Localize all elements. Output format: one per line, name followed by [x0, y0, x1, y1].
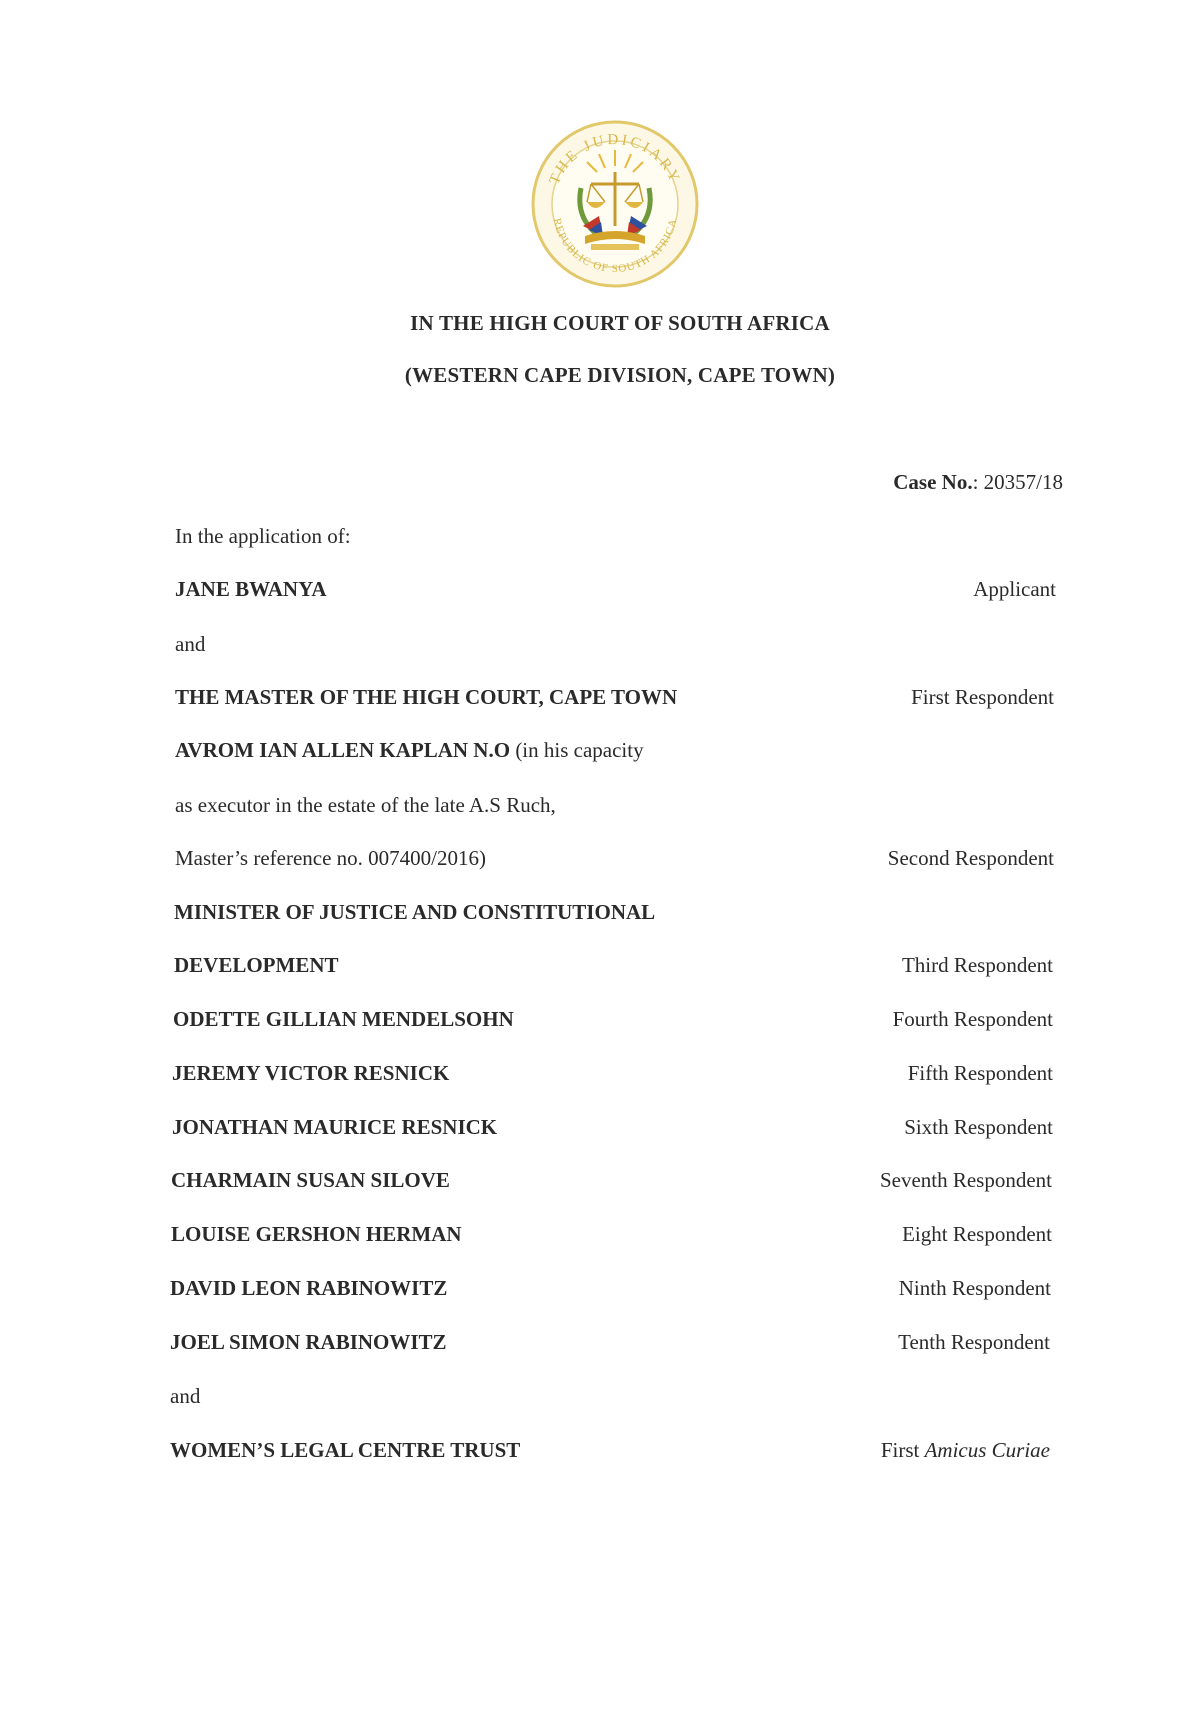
- party-role: Eight Respondent: [902, 1222, 1052, 1246]
- party-role: First Amicus Curiae: [880, 1438, 1050, 1462]
- party-role: Sixth Respondent: [904, 1115, 1053, 1139]
- party-role: Seventh Respondent: [879, 1168, 1052, 1192]
- connector-text: and: [175, 632, 206, 656]
- svg-text:REPUBLIC OF SOUTH AFRICA: REPUBLIC OF SOUTH AFRICA: [550, 217, 680, 275]
- party-name: DAVID LEON RABINOWITZ: [170, 1276, 448, 1300]
- svg-text:THE JUDICIARY: THE JUDICIARY: [546, 131, 684, 187]
- party-role: Ninth Respondent: [898, 1276, 1051, 1300]
- party-row: [0, 953, 1200, 983]
- party-name: ODETTE GILLIAN MENDELSOHN: [173, 1007, 514, 1031]
- party-role: First Respondent: [911, 685, 1054, 709]
- party-row: [0, 632, 1200, 662]
- court-name-heading: IN THE HIGH COURT OF SOUTH AFRICA: [410, 311, 830, 335]
- party-name: THE MASTER OF THE HIGH COURT, CAPE TOWN: [175, 685, 678, 709]
- amicus-curiae-italic: Amicus Curiae: [924, 1438, 1050, 1462]
- party-row: [0, 1330, 1200, 1360]
- party-capacity: (in his capacity: [510, 738, 644, 762]
- party-role: Third Respondent: [901, 953, 1053, 977]
- party-row: [0, 1007, 1200, 1037]
- party-name: LOUISE GERSHON HERMAN: [171, 1222, 462, 1246]
- judiciary-seal-icon: [529, 118, 701, 290]
- party-name: JOEL SIMON RABINOWITZ: [170, 1330, 447, 1354]
- party-name: AVROM IAN ALLEN KAPLAN N.O: [175, 738, 511, 762]
- party-row: [0, 577, 1200, 607]
- case-number-value: : 20357/18: [972, 470, 1063, 494]
- party-row: [0, 1222, 1200, 1252]
- party-capacity-text: as executor in the estate of the late A.S Ruch,: [175, 793, 556, 817]
- party-role: Second Respondent: [887, 846, 1054, 870]
- party-row: [0, 900, 1200, 930]
- party-role: Applicant: [973, 577, 1056, 601]
- party-role: Fifth Respondent: [907, 1061, 1053, 1085]
- party-role: Tenth Respondent: [898, 1330, 1050, 1354]
- connector-text: and: [170, 1384, 201, 1408]
- party-row: [0, 846, 1200, 876]
- party-row: [0, 1168, 1200, 1198]
- party-row: [0, 1276, 1200, 1306]
- party-row: [0, 1115, 1200, 1145]
- case-number-label: Case No.: [893, 470, 973, 494]
- party-row: [0, 524, 1200, 554]
- party-capacity-text: Master’s reference no. 007400/2016): [175, 846, 487, 870]
- party-name-with-capacity: [175, 738, 644, 763]
- party-name: JANE BWANYA: [175, 577, 327, 601]
- case-number: [893, 470, 1063, 495]
- party-row: [0, 738, 1200, 768]
- party-row: [0, 1384, 1200, 1414]
- party-name: JEREMY VICTOR RESNICK: [172, 1061, 450, 1085]
- party-name: DEVELOPMENT: [174, 953, 339, 977]
- party-role: Fourth Respondent: [892, 1007, 1053, 1031]
- party-name: JONATHAN MAURICE RESNICK: [172, 1115, 498, 1139]
- application-intro: In the application of:: [175, 524, 351, 548]
- party-name: CHARMAIN SUSAN SILOVE: [171, 1168, 450, 1192]
- party-row: [0, 793, 1200, 823]
- court-division-heading: (WESTERN CAPE DIVISION, CAPE TOWN): [404, 363, 836, 387]
- party-name: MINISTER OF JUSTICE AND CONSTITUTIONAL: [174, 900, 656, 924]
- party-row: [0, 1438, 1200, 1468]
- party-row: [0, 685, 1200, 715]
- party-row: [0, 1061, 1200, 1091]
- party-name: WOMEN’S LEGAL CENTRE TRUST: [170, 1438, 521, 1462]
